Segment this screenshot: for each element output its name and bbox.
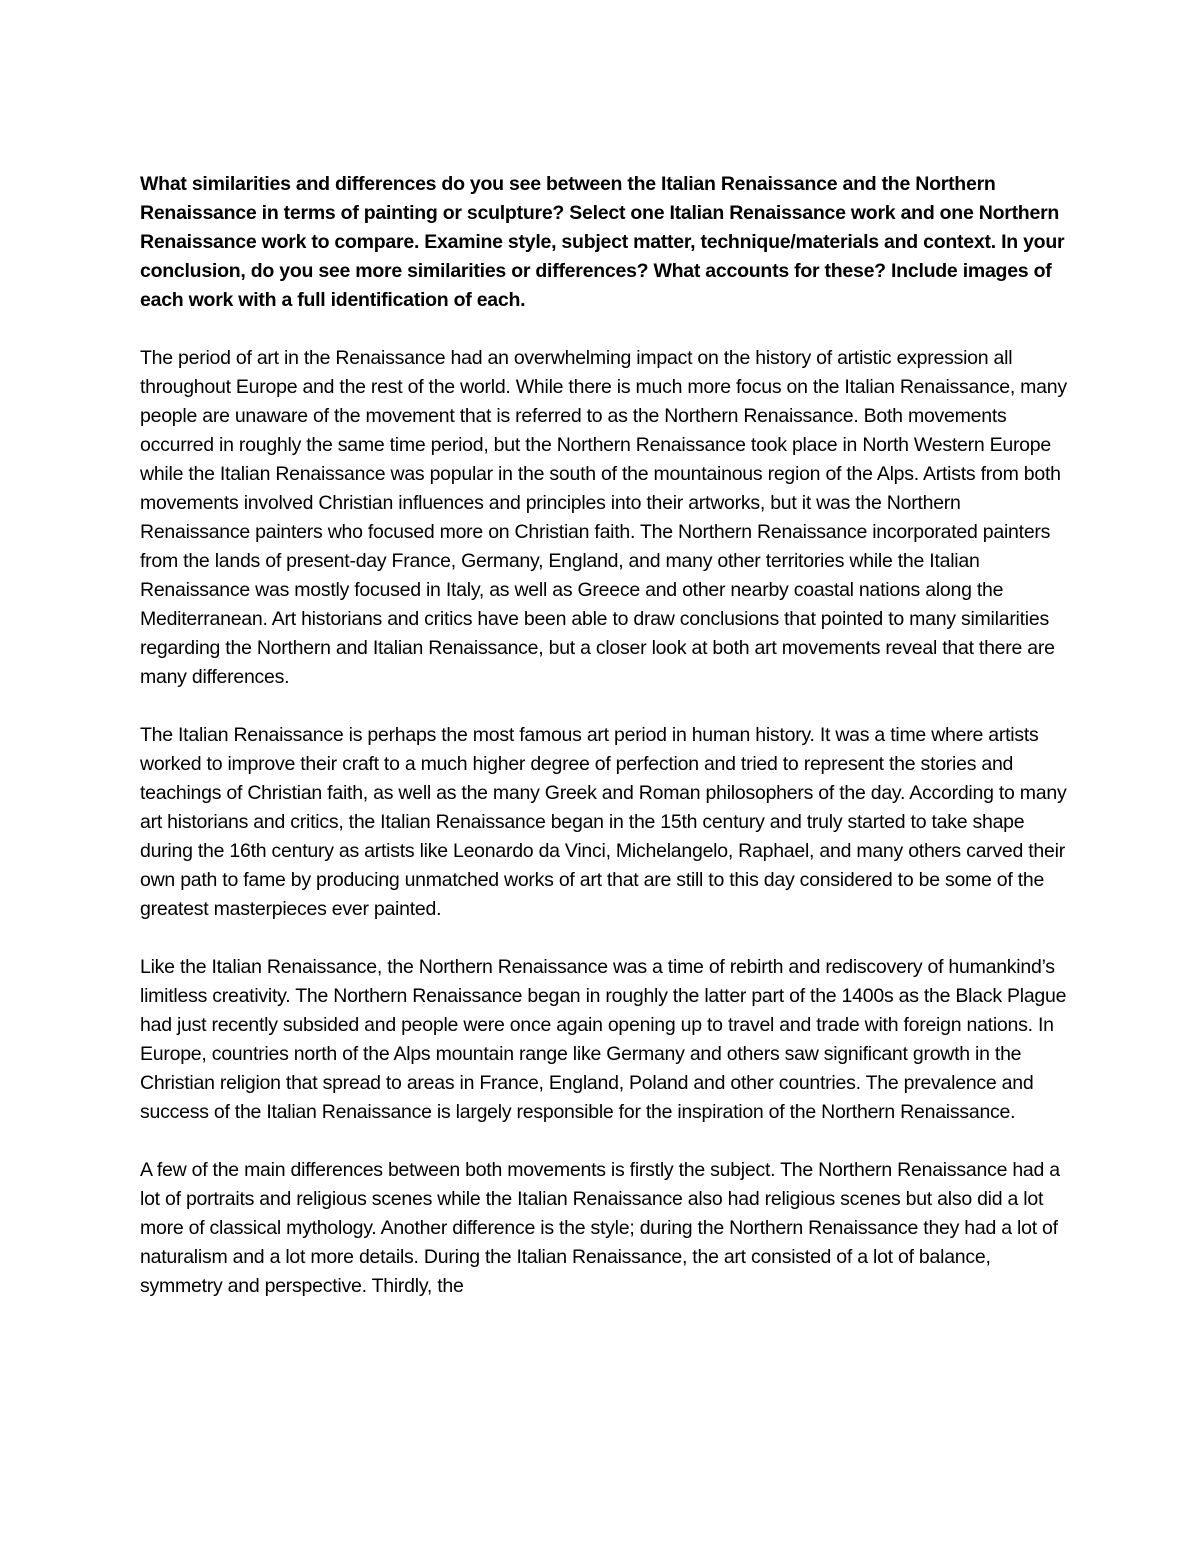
paragraph-northern-renaissance: Like the Italian Renaissance, the Northern Renaissance was a time of rebirth and rediscovery of humankind’s limitless creativity. The Northern Renaissance began in roughly the latter part of the 1400s as the Black Plague had just recently subsided and people were once again opening up to travel and trade with foreign nations. In Europe, countries north of the Alps mountain range like Germany and others saw significant growth in the Christian religion that spread to areas in France, England, Poland and other countries. The prevalence and success of the Italian Renaissance is largely responsible for the inspiration of the Northern Renaissance. <box>140 956 1067 1123</box>
paragraph-introduction: The period of art in the Renaissance had an overwhelming impact on the history of artistic expression all throughout Europe and the rest of the world. While there is much more focus on the Italian Renaissance, many people are unaware of the movement that is referred to as the Northern Renaissance. Both movements occurred in roughly the same time period, but the Northern Renaissance took place in North Western Europe while the Italian Renaissance was popular in the south of the mountainous region of the Alps. Artists from both movements involved Christian influences and principles into their artworks, but it was the Northern Renaissance painters who focused more on Christian faith. The Northern Renaissance incorporated painters from the lands of present-day France, Germany, England, and many other territories while the Italian Renaissance was mostly focused in Italy, as well as Greece and other nearby coastal nations along the Mediterranean. Art historians and critics have been able to draw conclusions that pointed to many similarities regarding the Northern and Italian Renaissance, but a closer look at both art movements reveal that there are many differences. <box>140 347 1067 688</box>
document-body <box>140 170 1070 1301</box>
paragraph-italian-renaissance: The Italian Renaissance is perhaps the most famous art period in human history. It was a time where artists worked to improve their craft to a much higher degree of perfection and tried to represent the stories and teachings of Christian faith, as well as the many Greek and Roman philosophers of the day. According to many art historians and critics, the Italian Renaissance began in the 15th century and truly started to take shape during the 16th century as artists like Leonardo da Vinci, Michelangelo, Raphael, and many others carved their own path to fame by producing unmatched works of art that are still to this day considered to be some of the greatest masterpieces ever painted. <box>140 724 1067 920</box>
assignment-prompt: What similarities and differences do you see between the Italian Renaissance and the Northern Renaissance in terms of painting or sculpture? Select one Italian Renaissance work and one Northern Renaissance work to compare. Examine style, subject matter, technique/materials and context. In your conclusion, do you see more similarities or differences? What accounts for these? Include images of each work with a full identification of each. <box>140 173 1065 311</box>
paragraph-differences: A few of the main differences between both movements is firstly the subject. The Northern Renaissance had a lot of portraits and religious scenes while the Italian Renaissance also had religious scenes but also did a lot more of classical mythology. Another difference is the style; during the Northern Renaissance they had a lot of naturalism and a lot more details. During the Italian Renaissance, the art consisted of a lot of balance, symmetry and perspective. Thirdly, the <box>140 1159 1060 1297</box>
